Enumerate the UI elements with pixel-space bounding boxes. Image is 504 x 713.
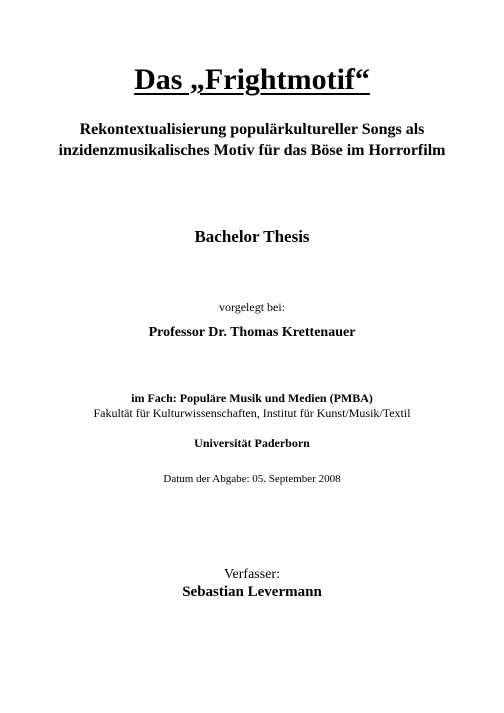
subject-line: im Fach: Populäre Musik und Medien (PMBA) xyxy=(131,391,373,405)
faculty-line: Fakultät für Kulturwissenschaften, Institut für Kunst/Musik/Textil xyxy=(93,406,411,420)
presented-to-label: vorgelegt bei: xyxy=(218,300,286,314)
subtitle-line-1: Rekontextualisierung populärkultureller Songs als xyxy=(79,121,425,138)
author-name: Sebastian Levermann xyxy=(182,584,322,600)
thesis-type: Bachelor Thesis xyxy=(194,227,310,246)
submission-date: Datum der Abgabe: 05. September 2008 xyxy=(163,473,341,485)
subtitle-line-2: inzidenzmusikalisches Motiv für das Böse im Horrorfilm xyxy=(58,142,446,159)
professor-name: Professor Dr. Thomas Krettenauer xyxy=(148,325,356,340)
university-name: Universität Paderborn xyxy=(194,436,310,450)
document-title: Das „Frightmotif“ xyxy=(134,63,370,96)
author-label: Verfasser: xyxy=(224,567,280,582)
